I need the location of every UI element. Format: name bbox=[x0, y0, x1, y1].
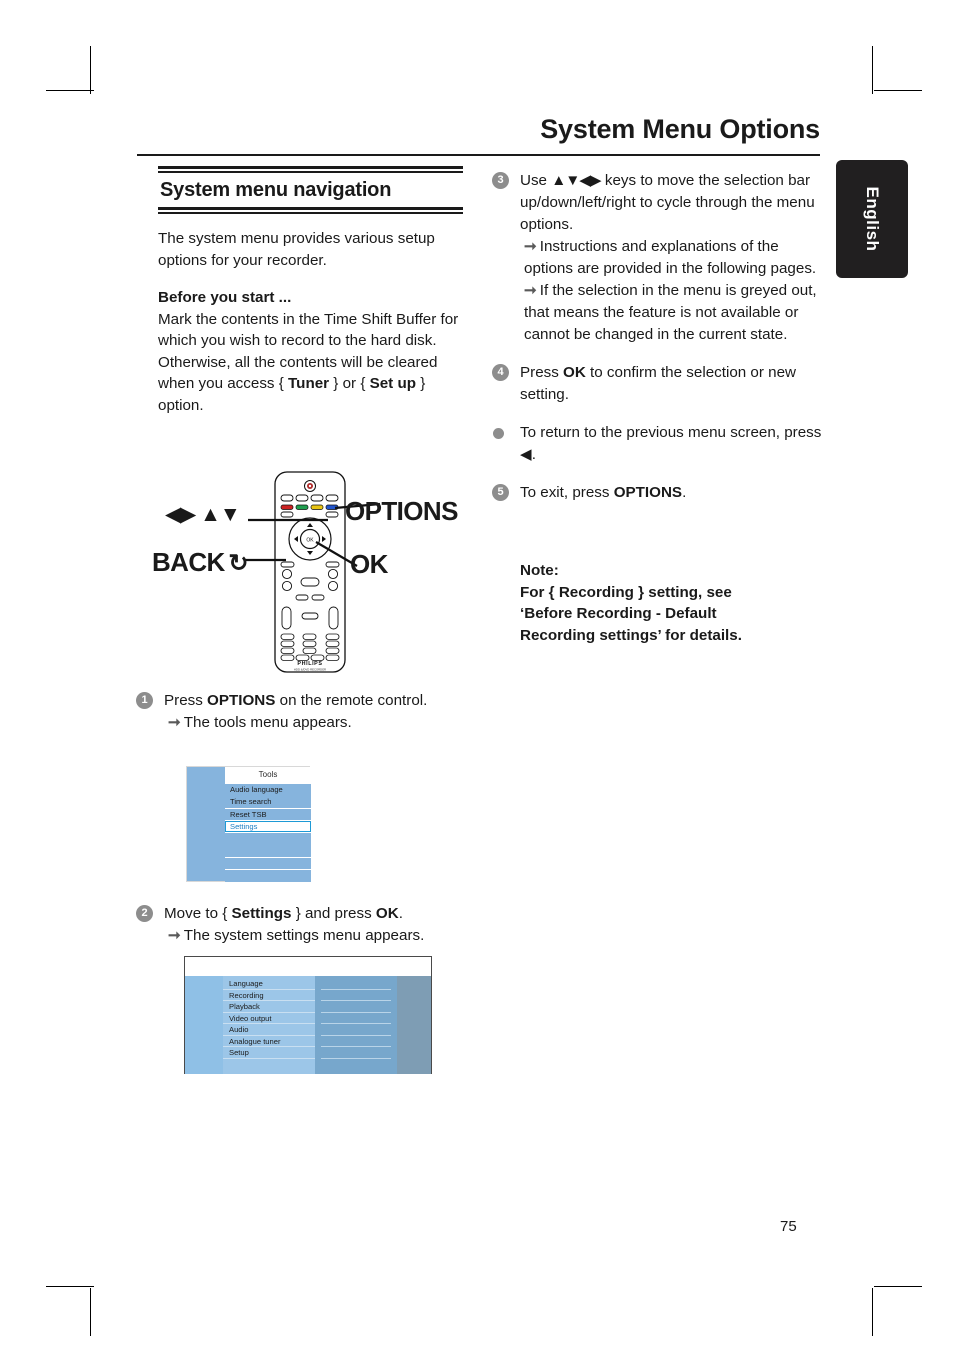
bullet-dot-icon bbox=[493, 428, 504, 439]
step-3 bbox=[492, 170, 822, 346]
osd-settings-pane-a bbox=[185, 976, 223, 1074]
step-2-text-before: Move to { bbox=[164, 905, 232, 922]
step-3-result-1-text: Instructions and explanations of the options are provided in the following pages. bbox=[524, 238, 817, 277]
osd-settings-item[interactable]: Analogue tuner bbox=[223, 1036, 315, 1048]
navigation-ring bbox=[289, 518, 331, 560]
osd-settings-value-row bbox=[321, 1013, 391, 1025]
arrow-icon: ➞ bbox=[524, 282, 537, 299]
before-you-start-heading: Before you start ... bbox=[158, 289, 292, 306]
step-3-result-2 bbox=[520, 280, 822, 346]
step-2-number: 2 bbox=[136, 905, 153, 922]
osd-settings-item[interactable]: Language bbox=[223, 978, 315, 990]
osd-settings-item[interactable]: Playback bbox=[223, 1001, 315, 1013]
step-1-text-after: on the remote control. bbox=[275, 692, 428, 709]
language-tab-label: English bbox=[863, 186, 882, 252]
step-1-bold: OPTIONS bbox=[207, 692, 276, 709]
step-2-body bbox=[136, 903, 476, 947]
bullet-text-before: To return to the previous menu screen, press bbox=[520, 424, 822, 441]
step-5-bold: OPTIONS bbox=[613, 484, 683, 501]
step-2-text-mid: } and press bbox=[291, 905, 376, 922]
callout-ok: OK bbox=[350, 549, 388, 579]
osd-settings-value-row bbox=[321, 1047, 391, 1059]
callout-options: OPTIONS bbox=[345, 496, 458, 526]
before-you-start-text-3: } option. bbox=[158, 375, 426, 414]
step-3-text-before: Use bbox=[520, 172, 552, 189]
step-5-text-before: To exit, press bbox=[520, 484, 614, 501]
step-1-body bbox=[136, 690, 466, 734]
step-3-result-2-text: If the selection in the menu is greyed out, that means the feature is not available or cannot be changed in the current state. bbox=[524, 282, 817, 343]
left-column bbox=[158, 166, 463, 432]
osd-tools-menu bbox=[186, 766, 310, 882]
crop-mark-top-left-h bbox=[46, 90, 94, 91]
back-arrow-icon: ↺ bbox=[228, 550, 249, 577]
osd-tools-title: Tools bbox=[258, 770, 278, 779]
numeric-keypad bbox=[281, 634, 339, 661]
step-2 bbox=[136, 903, 476, 961]
osd-tools-left-pane bbox=[187, 767, 225, 881]
setup-term: Set up bbox=[369, 375, 417, 392]
osd-tools-item-selected[interactable]: Settings bbox=[225, 821, 311, 833]
osd-settings-pane-d bbox=[397, 976, 431, 1074]
step-1-text-before: Press bbox=[164, 692, 208, 709]
step-4 bbox=[492, 362, 822, 406]
osd-tools-item[interactable]: Audio language bbox=[225, 784, 311, 796]
remote-brand-text: PHILIPS bbox=[297, 661, 323, 667]
osd-settings-item[interactable]: Video output bbox=[223, 1013, 315, 1025]
osd-settings-item[interactable]: Audio bbox=[223, 1024, 315, 1036]
before-you-start-block bbox=[158, 287, 463, 416]
osd-settings-value-row bbox=[321, 1001, 391, 1013]
osd-tools-item-blank bbox=[225, 833, 311, 845]
back-and-info-buttons bbox=[281, 562, 339, 591]
osd-settings-item[interactable]: Setup bbox=[223, 1047, 315, 1059]
note-heading: Note: bbox=[520, 562, 559, 579]
step-2-result bbox=[164, 925, 476, 947]
before-you-start-text-2: } or { bbox=[329, 375, 370, 392]
step-3-number: 3 bbox=[492, 172, 509, 189]
header-rule bbox=[137, 154, 820, 156]
osd-tools-item-blank bbox=[225, 845, 311, 857]
section-rule-bottom bbox=[158, 207, 463, 214]
left-arrow-key-icon: ◀ bbox=[520, 446, 532, 463]
osd-settings-value-row bbox=[321, 1024, 391, 1036]
note-line-3: Recording settings’ for details. bbox=[520, 626, 742, 644]
source-buttons bbox=[281, 495, 338, 501]
svg-text:OK: OK bbox=[306, 537, 314, 544]
page-title: System Menu Options bbox=[540, 114, 820, 144]
tuner-term: Tuner bbox=[288, 375, 330, 392]
step-3-result-1 bbox=[520, 236, 822, 280]
callout-back bbox=[152, 547, 248, 578]
section-rule-top bbox=[158, 166, 463, 173]
note-line-1: For { Recording } setting, see bbox=[520, 583, 732, 601]
step-5-text-after: . bbox=[682, 484, 687, 501]
arrow-icon: ➞ bbox=[168, 927, 181, 944]
crop-mark-bottom-right-h bbox=[874, 1286, 922, 1287]
osd-tools-rows bbox=[225, 784, 311, 882]
osd-settings-value-row bbox=[321, 990, 391, 1002]
step-1-result-text: The tools menu appears. bbox=[183, 714, 352, 731]
crop-mark-top-right-v bbox=[872, 46, 873, 94]
osd-settings-value-rows bbox=[315, 978, 397, 1059]
callout-back-label: BACK bbox=[152, 547, 225, 577]
osd-tools-item[interactable]: Reset TSB bbox=[225, 809, 311, 821]
crop-mark-bottom-left-h bbox=[46, 1286, 94, 1287]
step-2-bold-settings: Settings bbox=[231, 905, 292, 922]
arrow-icon: ➞ bbox=[168, 714, 181, 731]
step-5 bbox=[492, 482, 822, 504]
section-title: System menu navigation bbox=[160, 179, 392, 201]
before-you-start-text-1: Mark the contents in the Time Shift Buffer for which you wish to record to the hard disk. Otherwise, all the contents will be cleared when you access { bbox=[158, 310, 459, 392]
step-2-result-text: The system settings menu appears. bbox=[183, 927, 425, 944]
osd-settings-header-bar bbox=[185, 957, 431, 976]
arrow-icon: ➞ bbox=[524, 238, 537, 255]
transport-row bbox=[296, 595, 324, 600]
step-2-bold-ok: OK bbox=[375, 905, 399, 922]
intro-paragraph: The system menu provides various setup options for your recorder. bbox=[158, 230, 435, 269]
step-4-bold: OK bbox=[563, 364, 586, 381]
standby-button bbox=[305, 481, 316, 492]
step-1 bbox=[136, 690, 466, 748]
function-buttons bbox=[281, 512, 338, 517]
remote-model-text: HDD &/DVD RECORDER bbox=[293, 667, 327, 672]
osd-settings-menu-rows bbox=[223, 978, 315, 1059]
color-buttons bbox=[281, 505, 338, 510]
step-4-text-before: Press bbox=[520, 364, 564, 381]
osd-settings-panes bbox=[185, 976, 431, 1074]
language-tab bbox=[836, 160, 908, 278]
callout-navigation-keys: ◀▶ ▲▼ bbox=[165, 503, 240, 526]
crop-mark-bottom-left-v bbox=[90, 1288, 91, 1336]
remote-control-illustration bbox=[150, 462, 470, 682]
step-1-number: 1 bbox=[136, 692, 153, 709]
bullet-return-previous bbox=[492, 422, 822, 466]
intro-block bbox=[158, 228, 463, 416]
direction-keys-icon: ▲▼◀▶ bbox=[551, 172, 601, 189]
osd-tools-item-blank bbox=[225, 870, 311, 882]
right-column bbox=[492, 170, 822, 646]
step-3-text-after: keys to move the selection bar up/down/left/right to cycle through the menu options. bbox=[520, 172, 815, 233]
step-1-result bbox=[164, 712, 466, 734]
step-5-number: 5 bbox=[492, 484, 509, 501]
osd-settings-menu bbox=[184, 956, 432, 1074]
note-block bbox=[492, 560, 822, 646]
osd-settings-item[interactable]: Recording bbox=[223, 990, 315, 1002]
crop-mark-top-left-v bbox=[90, 46, 91, 94]
crop-mark-top-right-h bbox=[874, 90, 922, 91]
osd-settings-value-row bbox=[321, 1036, 391, 1048]
note-line-2: ‘Before Recording - Default bbox=[520, 605, 717, 622]
osd-tools-item[interactable]: Time search bbox=[225, 796, 311, 808]
bullet-text-after: . bbox=[531, 446, 536, 463]
osd-settings-value-row bbox=[321, 978, 391, 990]
volume-channel-rockers bbox=[282, 607, 338, 629]
step-2-text-after: . bbox=[398, 905, 403, 922]
page-number: 75 bbox=[780, 1218, 797, 1235]
step-4-text-after: to confirm the selection or new setting. bbox=[520, 364, 797, 403]
step-4-number: 4 bbox=[492, 364, 509, 381]
osd-tools-item-blank bbox=[225, 858, 311, 870]
crop-mark-bottom-right-v bbox=[872, 1288, 873, 1336]
